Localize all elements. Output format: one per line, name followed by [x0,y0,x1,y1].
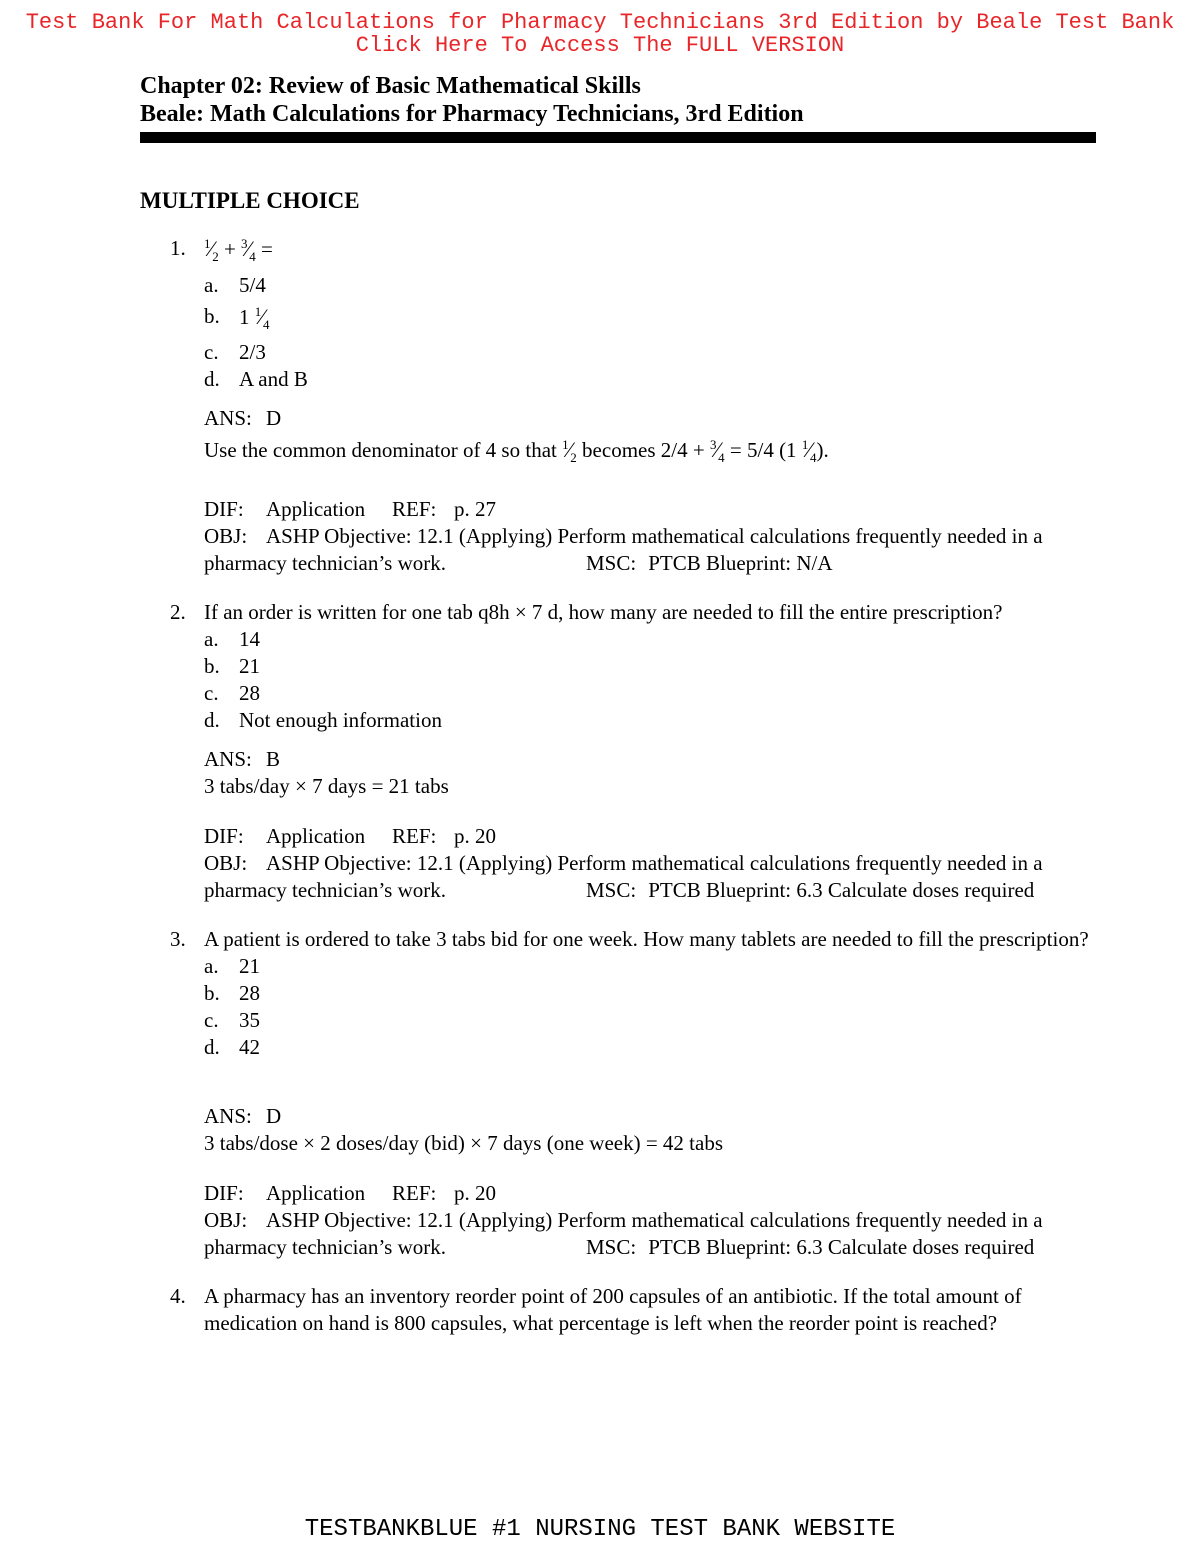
obj-msc-row [204,1234,1125,1261]
section-heading: MULTIPLE CHOICE [140,188,360,213]
question-4 [140,1283,1125,1337]
option-letter: c. [204,1008,219,1032]
dif-ref-row [204,496,1125,523]
option-letter: a. [204,954,219,978]
dif-label: DIF: [204,1181,244,1205]
question-stem: If an order is written for one tab q8h × 7 d, how many are needed to fill the entire prescription? [204,600,1003,624]
answer-label: ANS: [204,406,252,430]
msc-value: PTCB Blueprint: N/A [648,551,833,575]
option-d [204,366,1125,393]
fraction: 1⁄2 [204,236,219,264]
option-c [204,339,1125,366]
book-title: Beale: Math Calculations for Pharmacy Technicians, 3rd Edition [140,101,804,127]
question-number: 3. [170,927,186,951]
obj-text-continued: pharmacy technician’s work. [204,878,446,902]
option-text: 5/4 [239,273,266,297]
fraction: 1⁄4 [254,304,270,332]
option-text: 14 [239,627,260,651]
option-text: Not enough information [239,708,442,732]
option-letter: d. [204,367,220,391]
document-header [140,72,1200,128]
obj-label: OBJ: [204,851,248,875]
obj-row [204,1207,1089,1234]
answer-block [204,1103,1125,1261]
answer-value: D [266,1104,282,1128]
question-list [140,230,1125,1337]
option-c [204,1007,1125,1034]
option-text: 2/3 [239,340,266,364]
ref-value: p. 20 [454,824,496,848]
dif-ref-row [204,1180,1125,1207]
obj-text: ASHP Objective: 12.1 (Applying) Perform mathematical calculations frequently needed in a [266,1208,1043,1232]
full-version-link[interactable]: Click Here To Access The FULL VERSION [355,33,845,58]
option-b [204,299,1125,339]
question-stem: 1⁄2 + 3⁄4 = [204,236,273,264]
option-b [204,653,1125,680]
option-letter: c. [204,681,219,705]
dif-ref-row [204,823,1125,850]
option-text: 42 [239,1035,260,1059]
question-number: 4. [170,1284,186,1308]
question-stem: A pharmacy has an inventory reorder point of 200 capsules of an antibiotic. If the total amount of medication on hand is 800 capsules, what percentage is left when the reorder point is reached? [204,1284,1022,1335]
dif-value: Application [266,497,366,521]
question-2 [140,599,1125,904]
obj-row [204,523,1089,550]
msc-group [586,550,833,577]
banner-title-line: Test Bank For Math Calculations for Pharmacy Technicians 3rd Edition by Beale Test Bank [25,10,1175,35]
test-bank-banner [0,0,1200,57]
obj-text: ASHP Objective: 12.1 (Applying) Perform mathematical calculations frequently needed in a [266,524,1043,548]
dif-label: DIF: [204,824,244,848]
option-text: 28 [239,981,260,1005]
question-number: 2. [170,600,186,624]
option-text: 21 [239,654,260,678]
dif-value: Application [266,824,366,848]
answer-row [204,405,1125,432]
option-a [204,626,1125,653]
msc-label: MSC: [586,1235,637,1259]
option-letter: d. [204,1035,220,1059]
msc-label: MSC: [586,878,637,902]
rationale: 3 tabs/day × 7 days = 21 tabs [204,774,449,798]
obj-label: OBJ: [204,1208,248,1232]
obj-text-continued: pharmacy technician’s work. [204,551,446,575]
answer-block [204,746,1125,904]
question-1 [140,230,1125,577]
ref-value: p. 27 [454,497,496,521]
msc-value: PTCB Blueprint: 6.3 Calculate doses required [648,1235,1035,1259]
obj-msc-row [204,877,1125,904]
answer-label: ANS: [204,1104,252,1128]
question-number: 1. [170,236,186,260]
answer-row [204,1103,1125,1130]
option-letter: c. [204,340,219,364]
dif-label: DIF: [204,497,244,521]
option-letter: d. [204,708,220,732]
fraction: 1⁄4 [801,437,817,465]
option-d [204,707,1125,734]
obj-row [204,850,1089,877]
option-letter: b. [204,654,220,678]
obj-msc-row [204,550,1125,577]
option-text: 21 [239,954,260,978]
answer-block [204,405,1125,577]
obj-label: OBJ: [204,524,248,548]
fraction: 1⁄2 [562,437,577,465]
answer-row [204,746,1125,773]
msc-group [586,1234,1034,1261]
rationale: Use the common denominator of 4 so that 1⁄2 becomes 2/4 + 3⁄4 = 5/4 (1 1⁄4). [204,437,829,465]
option-letter: b. [204,304,220,328]
option-text: 35 [239,1008,260,1032]
ref-label: REF: [392,1181,437,1205]
option-letter: b. [204,981,220,1005]
option-a [204,272,1125,299]
option-text: A and B [239,367,308,391]
option-c [204,680,1125,707]
divider-bar [140,132,1096,143]
option-d [204,1034,1125,1061]
fraction: 3⁄4 [709,437,725,465]
obj-text-continued: pharmacy technician’s work. [204,1235,446,1259]
page-footer: TESTBANKBLUE #1 NURSING TEST BANK WEBSITE [304,1516,896,1543]
dif-value: Application [266,1181,366,1205]
msc-group [586,877,1034,904]
answer-value: B [266,747,281,771]
option-b [204,980,1125,1007]
option-text: 1 1⁄4 [239,304,270,332]
answer-value: D [266,406,282,430]
fraction: 3⁄4 [241,236,256,264]
answer-label: ANS: [204,747,252,771]
msc-label: MSC: [586,551,637,575]
option-letter: a. [204,273,219,297]
obj-text: ASHP Objective: 12.1 (Applying) Perform mathematical calculations frequently needed in a [266,851,1043,875]
option-text: 28 [239,681,260,705]
ref-value: p. 20 [454,1181,496,1205]
question-3 [140,926,1125,1261]
rationale: 3 tabs/dose × 2 doses/day (bid) × 7 days (one week) = 42 tabs [204,1131,724,1155]
ref-label: REF: [392,824,437,848]
question-stem: A patient is ordered to take 3 tabs bid for one week. How many tablets are needed to fill the prescription? [204,927,1089,951]
msc-value: PTCB Blueprint: 6.3 Calculate doses required [648,878,1035,902]
ref-label: REF: [392,497,437,521]
option-a [204,953,1125,980]
chapter-title: Chapter 02: Review of Basic Mathematical Skills [140,73,641,99]
option-letter: a. [204,627,219,651]
